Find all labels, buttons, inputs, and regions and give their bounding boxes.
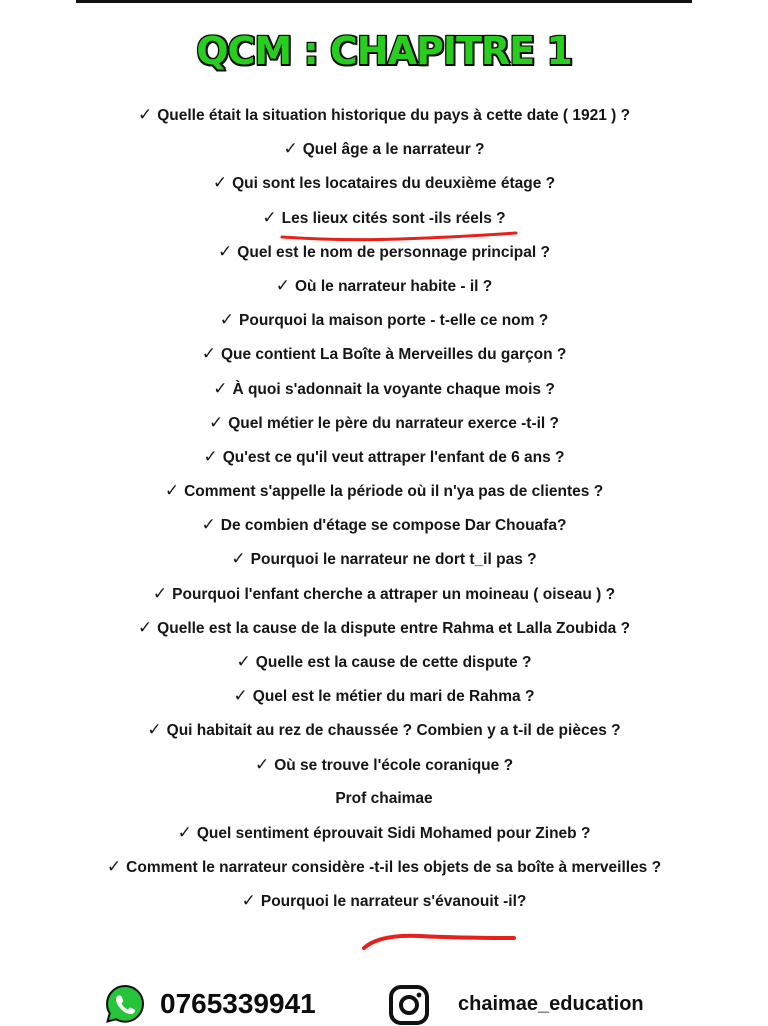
- question-text: Comment le narrateur considère -t-il les objets de sa boîte à merveilles ?: [126, 859, 662, 877]
- checkmark-icon: ✓: [212, 173, 228, 194]
- checkmark-icon: ✓: [213, 378, 228, 399]
- checkmark-icon: ✓: [106, 857, 122, 878]
- phone-number: 0765339941: [160, 988, 316, 1019]
- checkmark-icon: ✓: [275, 275, 290, 296]
- question-text: Quel métier le père du narrateur exerce -t-il ?: [228, 414, 560, 432]
- question-text: Comment s'appelle la période où il n'ya pas de clientes ?: [184, 483, 604, 501]
- red-underline: [280, 231, 518, 243]
- question-text: Pourquoi le narrateur ne dort t_il pas ?: [250, 551, 537, 569]
- question-item: [0, 679, 768, 713]
- author-credit: [0, 782, 768, 816]
- checkmark-icon: ✓: [283, 139, 298, 160]
- question-item: [0, 748, 768, 782]
- question-item: [0, 713, 768, 747]
- question-text: Où le narrateur habite - il ?: [295, 277, 493, 295]
- author-name: Prof chaimae: [335, 789, 433, 807]
- question-text: Pourquoi l'enfant cherche a attraper un moineau ( oiseau ) ?: [172, 585, 616, 603]
- question-text: De combien d'étage se compose Dar Chouafa?: [220, 517, 567, 535]
- top-divider: [76, 0, 692, 3]
- question-item: [0, 201, 768, 235]
- question-text: Quel sentiment éprouvait Sidi Mohamed pour Zineb ?: [196, 824, 591, 842]
- question-item: [0, 577, 768, 611]
- question-text: Quelle était la situation historique du pays à cette date ( 1921 ) ?: [157, 107, 631, 124]
- question-text: Quel âge a le narrateur ?: [302, 141, 485, 159]
- checkmark-icon: ✓: [137, 617, 153, 638]
- page-title: QCM : CHAPITRE 1: [196, 29, 572, 73]
- question-list: [0, 98, 768, 919]
- checkmark-icon: ✓: [201, 515, 216, 536]
- checkmark-icon: ✓: [233, 686, 248, 707]
- question-text: Qu'est ce qu'il veut attraper l'enfant de 6 ans ?: [222, 448, 565, 466]
- question-text: Où se trouve l'école coranique ?: [274, 756, 514, 774]
- question-item: [0, 269, 768, 303]
- question-text: Qui sont les locataires du deuxième étage ?: [232, 175, 556, 193]
- checkmark-icon: ✓: [164, 481, 180, 502]
- question-item: [0, 132, 768, 166]
- question-text-underlined: Les lieux cités sont -ils réels ?: [282, 202, 506, 236]
- question-text: Quelle est la cause de cette dispute ?: [255, 654, 532, 671]
- checkmark-icon: ✓: [201, 344, 216, 365]
- instagram-icon: [388, 984, 430, 1026]
- checkmark-icon: ✓: [137, 105, 153, 125]
- question-text: Quel est le métier du mari de Rahma ?: [252, 688, 535, 706]
- checkmark-icon: ✓: [177, 822, 192, 843]
- question-item: [0, 474, 768, 508]
- question-item: [0, 303, 768, 337]
- question-item: [0, 337, 768, 371]
- instagram-handle: chaimae_education: [458, 993, 644, 1015]
- question-item: [0, 406, 768, 440]
- checkmark-icon: ✓: [218, 241, 233, 262]
- whatsapp-icon: [104, 983, 146, 1025]
- question-item: [0, 850, 768, 884]
- question-item: [0, 508, 768, 542]
- question-text: Quel est le nom de personnage principal ?: [237, 243, 550, 261]
- question-text: Pourquoi la maison porte - t-elle ce nom ?: [239, 312, 549, 330]
- checkmark-icon: ✓: [208, 412, 224, 433]
- checkmark-icon: ✓: [262, 207, 277, 228]
- checkmark-icon: ✓: [203, 446, 218, 467]
- question-item: [0, 816, 768, 850]
- checkmark-icon: ✓: [231, 549, 246, 570]
- question-item: [0, 645, 768, 679]
- question-item: [0, 440, 768, 474]
- checkmark-icon: ✓: [241, 891, 256, 912]
- question-item: [0, 372, 768, 406]
- question-item: [0, 166, 768, 200]
- checkmark-icon: ✓: [147, 720, 162, 741]
- question-text: À quoi s'adonnait la voyante chaque mois ?: [232, 380, 555, 398]
- checkmark-icon: ✓: [236, 652, 251, 672]
- footer: [0, 980, 768, 1024]
- checkmark-icon: ✓: [152, 583, 168, 604]
- question-item: [0, 611, 768, 645]
- checkmark-icon: ✓: [254, 754, 270, 775]
- red-pen-stroke: [360, 928, 520, 954]
- question-item: [0, 884, 768, 918]
- question-item: [0, 542, 768, 576]
- question-text: Qui habitait au rez de chaussée ? Combien y a t-il de pièces ?: [166, 722, 621, 740]
- question-text: Quelle est la cause de la dispute entre Rahma et Lalla Zoubida ?: [157, 619, 631, 637]
- question-text: Que contient La Boîte à Merveilles du garçon ?: [220, 346, 567, 364]
- question-text: Pourquoi le narrateur s'évanouit -il?: [260, 893, 527, 911]
- question-item: [0, 98, 768, 132]
- checkmark-icon: ✓: [219, 310, 235, 331]
